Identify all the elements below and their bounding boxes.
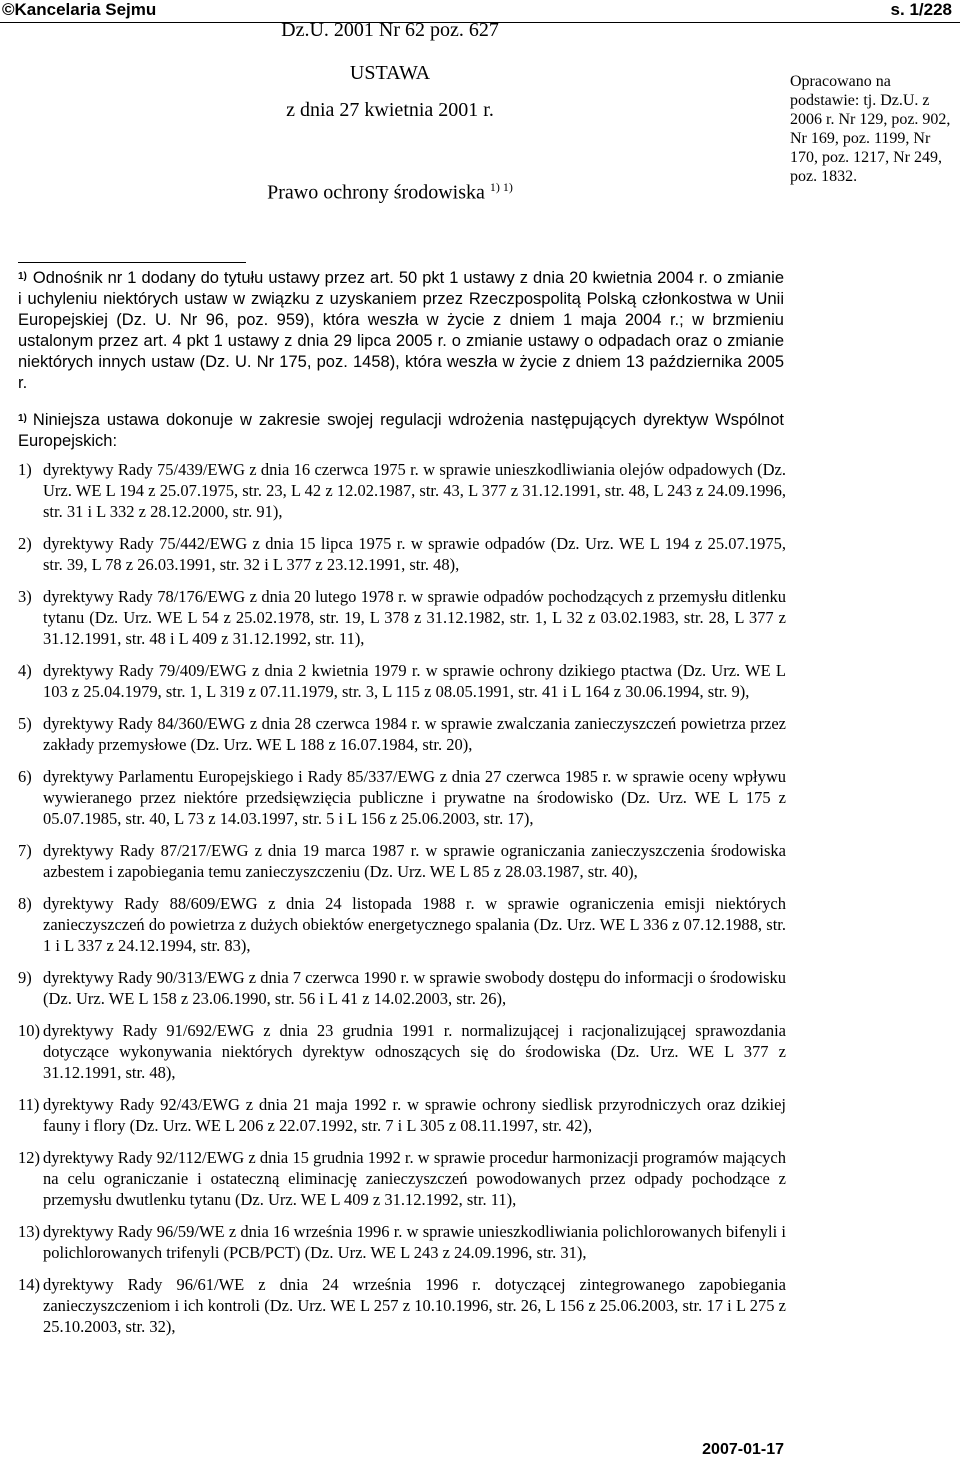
act-date: z dnia 27 kwietnia 2001 r.	[286, 99, 494, 121]
list-item	[18, 586, 786, 649]
list-item	[18, 1274, 786, 1337]
item-text: dyrektywy Rady 79/409/EWG z dnia 2 kwietnia 1979 r. w sprawie ochrony dzikiego ptactwa (Dz. Urz. WE L 103 z 25.04.1979, str. 1, L 319 z 07.11.1979, str. 3, L 115 z 08.05.1991, str. 41 i L 164 z 30.06.1994, str. 9),	[43, 661, 786, 701]
item-text: dyrektywy Rady 90/313/EWG z dnia 7 czerwca 1990 r. w sprawie swobody dostępu do informacji o środowisku (Dz. Urz. WE L 158 z 23.06.1990, str. 56 i L 41 z 14.02.2003, str. 26),	[43, 968, 786, 1008]
list-item	[18, 459, 786, 522]
list-item	[18, 893, 786, 956]
list-item	[18, 766, 786, 829]
footnote-text: Niniejsza ustawa dokonuje w zakresie swojej regulacji wdrożenia następujących dyrektyw Wspólnot Europejskich:	[18, 411, 784, 450]
list-item	[18, 967, 786, 1009]
item-number: 12)	[18, 1148, 40, 1167]
list-item	[18, 1094, 786, 1136]
list-item	[18, 660, 786, 702]
item-text: dyrektywy Rady 75/442/EWG z dnia 15 lipca 1975 r. w sprawie odpadów (Dz. Urz. WE L 194 z 25.07.1975, str. 39, L 78 z 26.03.1991, str. 32 i L 377 z 23.12.1991, str. 48),	[43, 534, 786, 574]
item-number: 11)	[18, 1095, 40, 1114]
act-citation: Dz.U. 2001 Nr 62 poz. 627	[281, 19, 499, 41]
act-name-text: Prawo ochrony środowiska	[267, 181, 485, 204]
item-text: dyrektywy Rady 87/217/EWG z dnia 19 marca 1987 r. w sprawie ograniczania zanieczyszczenia środowiska azbestem i zapobiegania temu zanieczyszczeniu (Dz. Urz. WE L 85 z 28.03.1987, str. 40),	[43, 841, 786, 881]
item-number: 5)	[18, 714, 32, 733]
item-number: 10)	[18, 1021, 40, 1040]
item-number: 7)	[18, 841, 32, 860]
act-name-footnote-ref: 1) 1)	[489, 180, 513, 194]
item-number: 8)	[18, 894, 32, 913]
act-name	[200, 175, 580, 205]
item-text: dyrektywy Rady 91/692/EWG z dnia 23 grudnia 1991 r. normalizującej i racjonalizującej sprawozdania dotyczące wykonywania niektórych dyrektyw odnoszących się do środowiska (Dz. Urz. WE L 377 z 31.12.1991, str. 48),	[43, 1021, 786, 1082]
item-number: 13)	[18, 1222, 40, 1241]
item-number: 6)	[18, 767, 32, 786]
item-text: dyrektywy Parlamentu Europejskiego i Rady 85/337/EWG z dnia 27 czerwca 1985 r. w sprawie oceny wpływu wywieranego przez niektóre przedsięwzięcia publiczne i prywatne na środowisko (Dz. Urz. WE L 175 z 05.07.1985, str. 40, L 73 z 14.03.1997, str. 5 i L 156 z 25.06.2003, str. 17),	[43, 767, 786, 828]
list-item	[18, 533, 786, 575]
list-item	[18, 1221, 786, 1263]
item-text: dyrektywy Rady 96/61/WE z dnia 24 września 1996 r. dotyczącej zintegrowanego zapobiegania zanieczyszczeniom i ich kontroli (Dz. Urz. WE L 257 z 10.10.1996, str. 26, L 156 z 25.06.2003, str. 17 i L 275 z 25.10.2003, str. 32),	[43, 1275, 786, 1336]
page-number: s. 1/228	[890, 0, 952, 19]
item-number: 1)	[18, 460, 32, 479]
item-text: dyrektywy Rady 75/439/EWG z dnia 16 czerwca 1975 r. w sprawie unieszkodliwiania olejów odpadowych (Dz. Urz. WE L 194 z 25.07.1975, str. 23, L 42 z 12.02.1987, str. 43, L 377 z 31.12.1991, str. 48, L 243 z 24.09.1996, str. 31 i L 332 z 28.12.2000, str. 91),	[43, 460, 786, 521]
item-number: 4)	[18, 661, 32, 680]
item-number: 9)	[18, 968, 32, 987]
footnote-1	[18, 268, 784, 394]
directives-list	[18, 459, 786, 1348]
item-text: dyrektywy Rady 84/360/EWG z dnia 28 czerwca 1984 r. w sprawie zwalczania zanieczyszczeń powietrza przez zakłady przemysłowe (Dz. Urz. WE L 188 z 16.07.1984, str. 20),	[43, 714, 786, 754]
item-text: dyrektywy Rady 92/43/EWG z dnia 21 maja 1992 r. w sprawie ochrony siedlisk przyrodniczych oraz dzikiej fauny i flory (Dz. Urz. WE L 206 z 22.07.1992, str. 7 i L 305 z 08.11.1997, str. 42),	[43, 1095, 786, 1135]
footnote-marker: 1)	[18, 413, 27, 424]
list-item	[18, 713, 786, 755]
list-item	[18, 840, 786, 882]
item-text: dyrektywy Rady 88/609/EWG z dnia 24 listopada 1988 r. w sprawie ograniczenia emisji niektórych zanieczyszczeń do powietrza z dużych obiektów energetycznego spalania (Dz. Urz. WE L 336 z 07.12.1988, str. 1 i L 337 z 24.12.1994, str. 83),	[43, 894, 786, 955]
item-number: 2)	[18, 534, 32, 553]
consolidation-note	[790, 72, 958, 186]
footnote-marker: 1)	[18, 271, 27, 282]
item-number: 14)	[18, 1275, 40, 1294]
footnote-text: Odnośnik nr 1 dodany do tytułu ustawy przez art. 50 pkt 1 ustawy z dnia 20 kwietnia 2004 r. o zmianie i uchyleniu niektórych ustaw w związku z uzyskaniem przez Rzeczpospolitą Polską członkostwa w Unii Europejskiej (Dz. U. Nr 96, poz. 959), która weszła w życie z dniem 1 maja 2004 r.; w brzmieniu ustalonym przez art. 4 pkt 1 ustawy z dnia 29 lipca 2005 r. o zmianie ustawy o odpadach oraz o zmianie niektórych innych ustaw (Dz. U. Nr 175, poz. 1458), która weszła w życie z dniem 13 października 2005 r.	[18, 269, 784, 392]
item-text: dyrektywy Rady 92/112/EWG z dnia 15 grudnia 1992 r. w sprawie procedur harmonizacji programów mających na celu ograniczanie i ostateczną eliminację zanieczyszczeń powodowanych przez odpady pochodzące z przemysłu dwutlenku tytanu (Dz. Urz. WE L 409 z 31.12.1992, str. 11),	[43, 1148, 786, 1209]
footnote-2	[18, 410, 784, 452]
item-number: 3)	[18, 587, 32, 606]
publisher-label: ©Kancelaria Sejmu	[2, 0, 157, 19]
list-item	[18, 1020, 786, 1083]
document-date: 2007-01-17	[702, 1441, 784, 1458]
item-text: dyrektywy Rady 96/59/WE z dnia 16 września 1996 r. w sprawie unieszkodliwiania polichlorowanych bifenyli i polichlorowanych trifenyli (PCB/PCT) (Dz. Urz. WE L 243 z 24.09.1996, str. 31),	[43, 1222, 786, 1262]
act-type: USTAWA	[349, 62, 431, 84]
consolidation-note-text: Opracowano na podstawie: tj. Dz.U. z 2006 r. Nr 129, poz. 902, Nr 169, poz. 1199, Nr 170, poz. 1217, Nr 249, poz. 1832.	[790, 73, 951, 185]
footnote-separator	[18, 262, 246, 263]
list-item	[18, 1147, 786, 1210]
item-text: dyrektywy Rady 78/176/EWG z dnia 20 lutego 1978 r. w sprawie odpadów pochodzących z przemysłu ditlenku tytanu (Dz. Urz. WE L 54 z 25.02.1978, str. 19, L 378 z 31.12.1982, str. 1, L 32 z 03.02.1983, str. 28, L 377 z 31.12.1991, str. 48 i L 409 z 31.12.1992, str. 11),	[43, 587, 786, 648]
